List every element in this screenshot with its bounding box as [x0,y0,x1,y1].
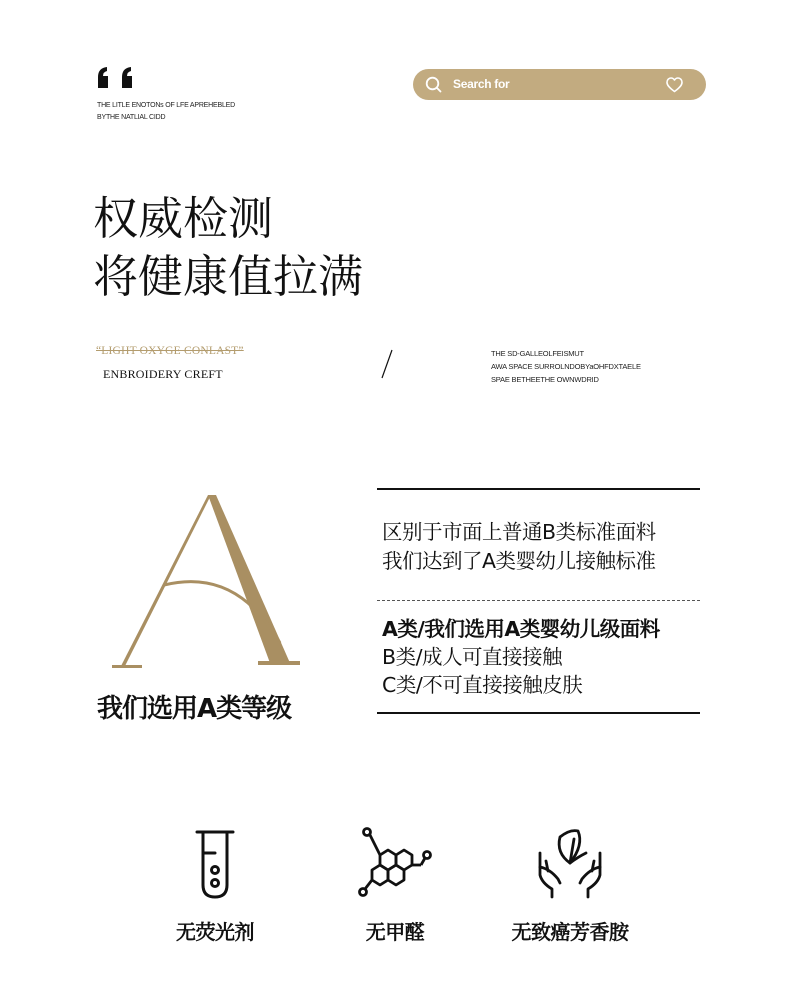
slash-divider [380,349,394,379]
info-line-1: THE SD-GALLEOLFEISMUT [491,349,584,358]
search-input[interactable]: Search for [453,77,510,91]
feature-label-2: 无甲醛 [365,920,425,944]
search-bar[interactable] [413,69,706,100]
craft-label: ENBROIDERY CREFT [103,367,223,381]
headline-line-1: 权威检测 [93,192,274,245]
intro-line-2: 我们达到了A类婴幼儿接触标准 [382,549,656,573]
hands-leaf-icon [530,823,610,903]
headline-line-2: 将健康值拉满 [93,250,364,303]
divider-bottom [377,712,700,714]
divider-dashed [377,600,700,601]
letter-a-icon [108,493,303,673]
info-text [491,347,641,386]
tagline-line-2: BYTHE NATLIAL CIDD [97,114,166,121]
heart-icon[interactable] [666,77,683,93]
info-line-2: AWA SPACE SURROLNDOBYaOHFDXTAELE [491,362,641,371]
grade-c: C类/不可直接接触皮肤 [382,673,583,697]
grade-a: A类/我们选用A类婴幼儿级面料 [382,617,660,641]
quote-icon [97,66,141,90]
intro-line-1: 区别于市面上普通B类标准面料 [382,520,656,544]
test-tube-icon [175,825,255,905]
search-icon[interactable] [425,76,442,93]
feature-label-1: 无荧光剂 [176,920,254,944]
grade-list [382,615,660,699]
grade-b: B类/成人可直接接触 [382,645,562,669]
grade-caption: 我们选用A类等级 [97,694,292,724]
headline [93,190,363,306]
grade-intro [382,518,656,576]
english-quote: “LIGHT OXYGE CONLAST” [96,345,244,357]
divider-top [377,488,700,490]
feature-label-3: 无致癌芳香胺 [511,920,629,944]
tagline-line-1: THE LITLE ENOTONs OF LFE APREHEBLED [97,102,235,109]
info-line-3: SPAE BETHEETHE OWNWDRID [491,375,599,384]
molecule-icon [355,825,435,905]
tagline [97,100,297,124]
